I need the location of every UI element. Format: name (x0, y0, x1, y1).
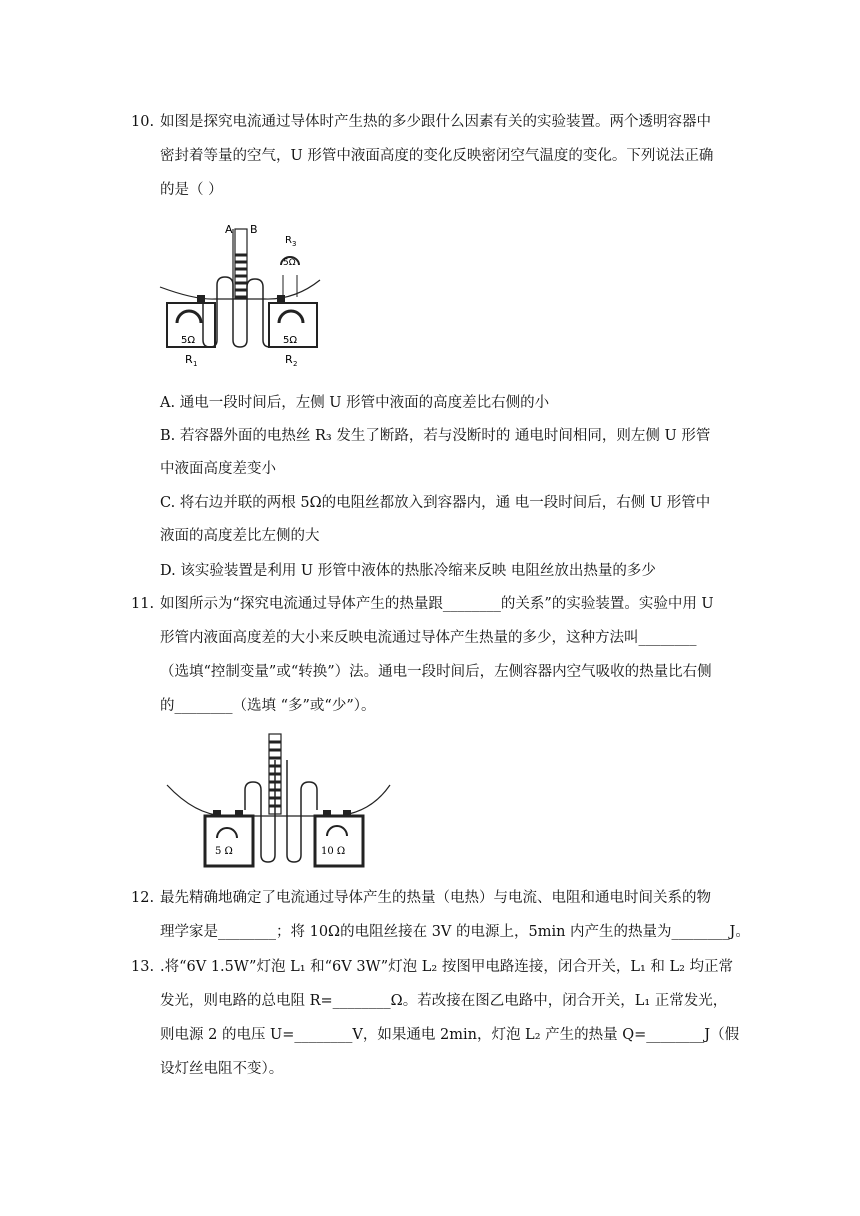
q11-line-2: 形管内液面高度差的大小来反映电流通过导体产生热量的多少，这种方法叫________ (160, 630, 697, 646)
left-resistor-value: 5Ω (181, 335, 196, 346)
label-r3: R (285, 235, 292, 246)
q13-line-3: 则电源 2 的电压 U=________V，如果通电 2min，灯泡 L₂ 产生的热量 Q=________J（假 (160, 1027, 740, 1043)
q12-line-2: 理学家是________；将 10Ω的电阻丝接在 3V 的电源上，5min 内产生的热量为________J。 (160, 924, 750, 940)
label-b: B (250, 223, 258, 236)
label-r3-sub: 3 (292, 240, 297, 248)
label-r2-sub: 2 (293, 360, 298, 368)
q13-number: 13. (131, 959, 155, 975)
q12-number: 12. (131, 890, 155, 906)
q11-line-3: （选填“控制变量”或“转换”）法。通电一段时间后，左侧容器内空气吸收的热量比右侧 (160, 664, 712, 680)
q11-left-resistor-value: 5 Ω (215, 846, 233, 857)
q11-line-4: 的________（选填 “多”或“少”）。 (160, 698, 376, 714)
right-resistor-value: 5Ω (283, 335, 298, 346)
q10-apparatus-figure (155, 215, 325, 375)
q10-stem-line-2: 密封着等量的空气，U 形管中液面高度的变化反映密闭空气温度的变化。下列说法正确 (160, 148, 714, 164)
q11-line-1: 如图所示为“探究电流通过导体产生的热量跟________的关系”的实验装置。实验中用 U (160, 596, 714, 612)
label-r2: R (285, 353, 293, 366)
q10-number: 10. (131, 114, 155, 130)
q10-stem-line-3: 的是（ ） (160, 182, 223, 198)
q10-option-d: D. 该实验装置是利用 U 形管中液体的热胀冷缩来反映 电阻丝放出热量的多少 (160, 563, 656, 579)
q10-option-b-line-2: 中液面高度差变小 (160, 461, 276, 477)
r3-value: 5Ω (283, 258, 296, 268)
q10-option-a: A. 通电一段时间后，左侧 U 形管中液面的高度差比右侧的小 (160, 395, 550, 411)
q10-option-c-line-2: 液面的高度差比左侧的大 (160, 528, 320, 544)
label-r1: R (185, 353, 193, 366)
q13-line-4: 设灯丝电阻不变）。 (160, 1061, 284, 1077)
q10-option-c-line-1: C. 将右边并联的两根 5Ω的电阻丝都放入到容器内，通 电一段时间后，右侧 U 形管中 (160, 495, 711, 511)
q12-line-1: 最先精确地确定了电流通过导体产生的热量（电热）与电流、电阻和通电时间关系的物 (160, 890, 711, 906)
q10-stem-line-1: 如图是探究电流通过导体时产生热的多少跟什么因素有关的实验装置。两个透明容器中 (160, 114, 711, 130)
q11-apparatus-figure (165, 730, 395, 870)
q11-right-resistor-value: 10 Ω (321, 846, 346, 857)
q10-option-b-line-1: B. 若容器外面的电热丝 R₃ 发生了断路，若与没断时的 通电时间相同，则左侧 U 形管 (160, 428, 711, 444)
q13-line-1: .将“6V 1.5W”灯泡 L₁ 和“6V 3W”灯泡 L₂ 按图甲电路连接，闭合开关，L₁ 和 L₂ 均正常 (160, 959, 734, 975)
label-a: A (225, 223, 233, 236)
q11-number: 11. (131, 596, 155, 612)
label-r1-sub: 1 (193, 360, 198, 368)
q13-line-2: 发光，则电路的总电阻 R=________Ω。若改接在图乙电路中，闭合开关，L₁ 正常发光， (160, 993, 728, 1009)
